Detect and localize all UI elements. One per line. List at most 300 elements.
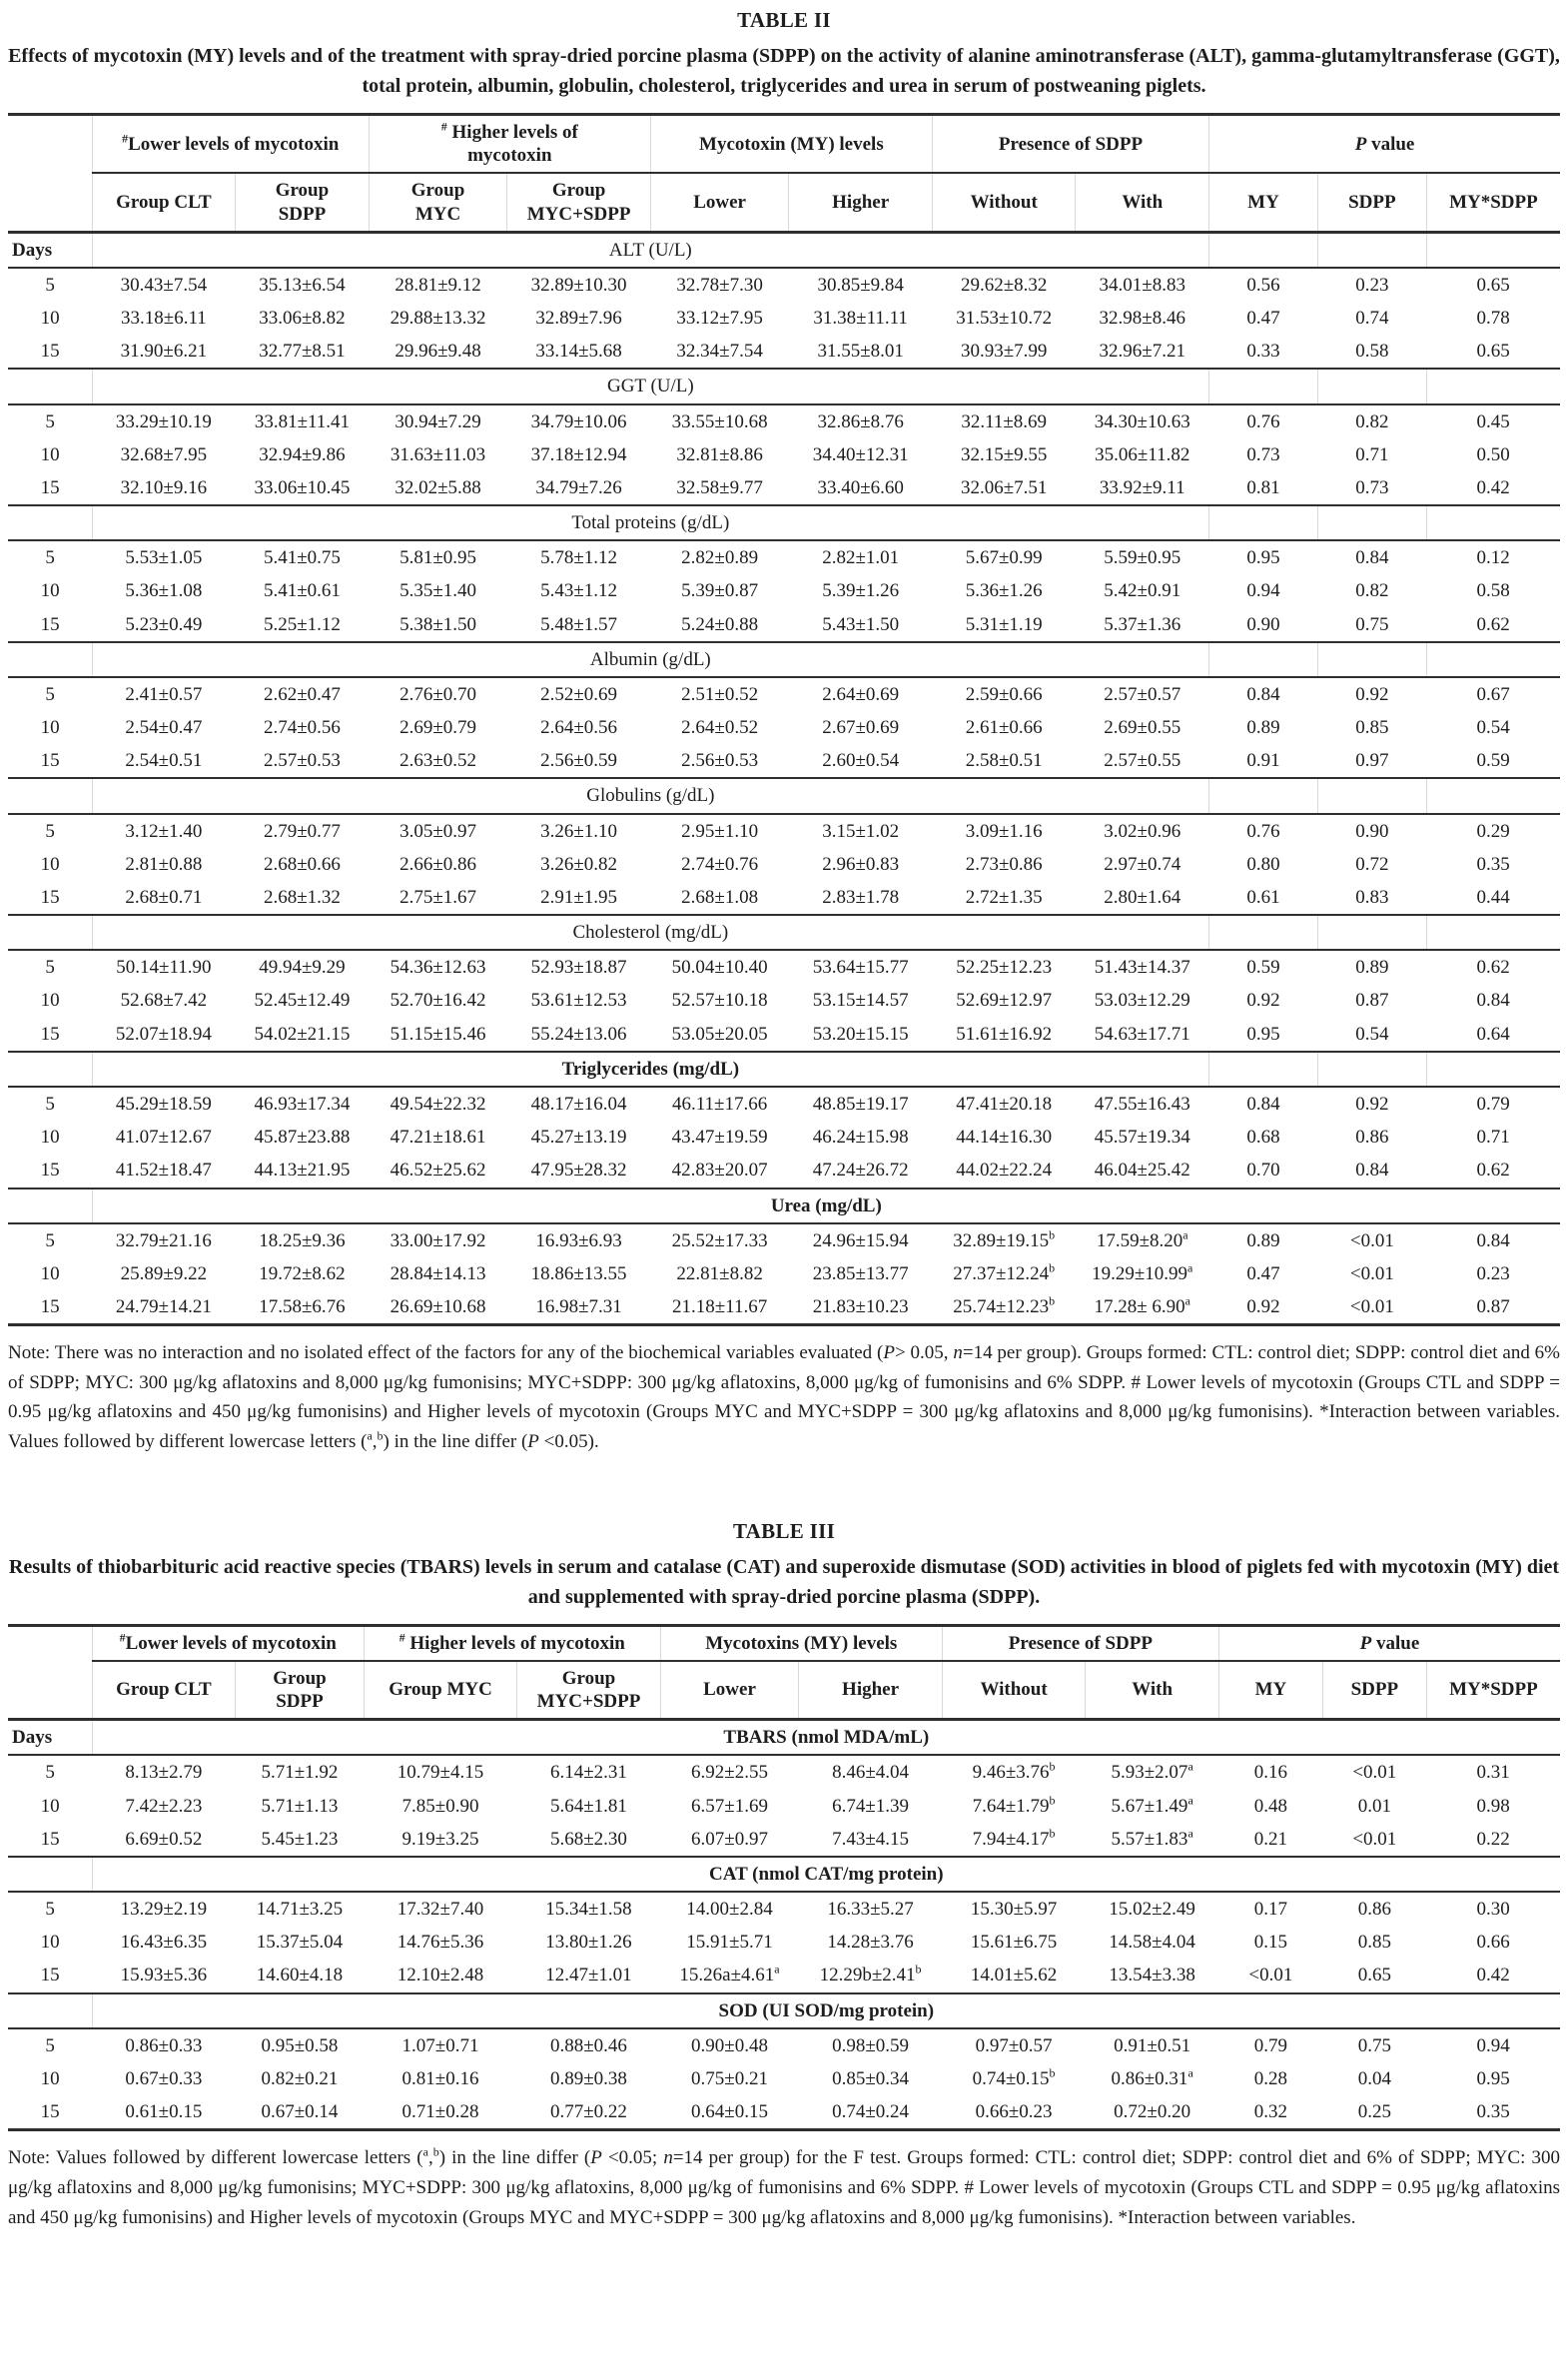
value-cell: 19.29±10.99$^a$: [1092, 1260, 1193, 1284]
day-cell: 5: [45, 1762, 55, 1784]
table-row: [8, 1755, 1560, 1789]
value-cell: 31.55±8.01: [817, 341, 904, 363]
column-header-cell: MY: [1209, 173, 1318, 232]
group-header-cell: #Lower levels of mycotoxin: [92, 115, 369, 174]
table-row: [8, 711, 1560, 744]
value-cell: 0.95±0.58: [261, 2034, 339, 2056]
value-cell: 0.91±0.51: [1114, 2034, 1191, 2056]
value-cell: 5.38±1.50: [399, 613, 477, 635]
value-cell: 2.56±0.59: [540, 750, 618, 772]
column-header-cell: Group SDPP: [236, 1661, 365, 1720]
section-row: [8, 1993, 1560, 2028]
value-cell: 2.72±1.35: [965, 886, 1043, 908]
value-cell: 28.81±9.12: [394, 274, 481, 296]
value-cell: 32.58±9.77: [676, 476, 763, 498]
value-cell: 2.57±0.53: [263, 750, 341, 772]
value-cell: 15.37±5.04: [256, 1932, 344, 1954]
section-filler: [1426, 915, 1560, 950]
value-cell: 5.57±1.83$^a$: [1111, 1826, 1193, 1850]
value-cell: 34.30±10.63: [1094, 410, 1190, 432]
value-cell: 14.01±5.62: [970, 1965, 1058, 1986]
value-cell: 0.32: [1253, 2101, 1288, 2123]
value-cell: 45.87±23.88: [254, 1127, 351, 1149]
value-cell: 2.81±0.88: [125, 853, 203, 875]
table-iii-caption: Results of thiobarbituric acid reactive species (TBARS) levels in serum and catalase (CAT) and superoxide dismutase (SOD) activities in blood of piglets fed with mycotoxin (MY) diet and supplemented with spray-dried porcine plasma (SDPP).: [8, 1555, 1560, 1608]
value-cell: 0.54: [1355, 1023, 1389, 1045]
table-row: [8, 814, 1560, 848]
value-cell: 8.13±2.79: [125, 1762, 203, 1784]
value-cell: 2.67±0.69: [822, 717, 900, 739]
value-cell: 8.46±4.04: [832, 1762, 910, 1784]
value-cell: 0.72±0.20: [1114, 2101, 1191, 2123]
value-cell: 17.59±8.20$^a$: [1096, 1227, 1188, 1251]
value-cell: 0.56: [1246, 274, 1280, 296]
value-cell: 29.62±8.32: [960, 274, 1048, 296]
value-cell: 0.76: [1246, 410, 1280, 432]
value-cell: 16.43±6.35: [120, 1932, 208, 1954]
value-cell: 0.78: [1476, 308, 1510, 330]
value-cell: 0.88±0.46: [550, 2034, 627, 2056]
value-cell: 0.68: [1246, 1127, 1280, 1149]
value-cell: 33.40±6.60: [817, 476, 904, 498]
value-cell: 2.61±0.66: [965, 717, 1043, 739]
value-cell: 0.01: [1357, 1795, 1391, 1817]
value-cell: 34.40±12.31: [812, 443, 909, 465]
value-cell: 0.30: [1476, 1899, 1510, 1921]
value-cell: 0.75: [1357, 2034, 1391, 2056]
value-cell: 5.25±1.12: [263, 613, 341, 635]
value-cell: 24.96±15.94: [812, 1229, 909, 1251]
value-cell: 33.29±10.19: [115, 410, 212, 432]
value-cell: 32.81±8.86: [676, 443, 763, 465]
value-cell: 33.00±17.92: [390, 1229, 486, 1251]
days-header-cell: [8, 1189, 92, 1223]
value-cell: 5.48±1.57: [540, 613, 618, 635]
value-cell: 0.59: [1476, 750, 1510, 772]
column-header-cell: Without: [942, 1661, 1086, 1720]
value-cell: 15.34±1.58: [545, 1899, 632, 1921]
section-filler: [1209, 778, 1318, 813]
value-cell: 3.15±1.02: [822, 820, 900, 842]
column-header-cell: MY*SDPP: [1426, 1661, 1560, 1720]
value-cell: 2.60±0.54: [822, 750, 900, 772]
section-filler: [1317, 232, 1426, 268]
value-cell: 50.04±10.40: [671, 957, 768, 979]
value-cell: 0.80: [1246, 853, 1280, 875]
value-cell: 0.58: [1476, 580, 1510, 602]
day-cell: 15: [40, 1160, 60, 1182]
value-cell: 10.79±4.15: [396, 1762, 484, 1784]
value-cell: 0.95: [1246, 1023, 1280, 1045]
value-cell: 2.69±0.79: [399, 717, 477, 739]
value-cell: 0.85: [1355, 717, 1389, 739]
corner-cell: [8, 115, 92, 174]
value-cell: 0.83: [1355, 886, 1389, 908]
value-cell: 6.69±0.52: [125, 1828, 203, 1850]
section-filler: [1209, 232, 1318, 268]
day-cell: 5: [45, 1229, 55, 1251]
day-cell: 10: [40, 308, 60, 330]
value-cell: 2.57±0.55: [1104, 750, 1181, 772]
section-label: SOD (UI SOD/mg protein): [92, 1993, 1560, 2028]
value-cell: 33.55±10.68: [671, 410, 768, 432]
value-cell: 46.11±17.66: [672, 1093, 768, 1115]
value-cell: 32.89±10.30: [530, 274, 627, 296]
value-cell: 2.82±0.89: [681, 547, 759, 569]
value-cell: 53.05±20.05: [671, 1023, 768, 1045]
value-cell: 32.68±7.95: [120, 443, 208, 465]
value-cell: 2.52±0.69: [540, 683, 618, 705]
value-cell: 0.89: [1355, 957, 1389, 979]
value-cell: 29.88±13.32: [390, 308, 486, 330]
value-cell: 13.54±3.38: [1109, 1965, 1195, 1986]
value-cell: 0.47: [1246, 1262, 1280, 1284]
value-cell: 49.54±22.32: [390, 1093, 486, 1115]
value-cell: 35.06±11.82: [1095, 443, 1190, 465]
value-cell: 2.75±1.67: [399, 886, 477, 908]
table-row: [8, 1257, 1560, 1290]
value-cell: 54.63±17.71: [1094, 1023, 1190, 1045]
value-cell: 32.02±5.88: [394, 476, 481, 498]
column-header-cell: SDPP: [1317, 173, 1426, 232]
value-cell: 2.80±1.64: [1104, 886, 1181, 908]
table-row: [8, 848, 1560, 881]
value-cell: 33.14±5.68: [535, 341, 622, 363]
day-cell: 5: [45, 1093, 55, 1115]
value-cell: 0.35: [1476, 2101, 1510, 2123]
value-cell: 49.94±9.29: [259, 957, 346, 979]
value-cell: 0.74: [1355, 308, 1389, 330]
value-cell: 22.81±8.82: [676, 1262, 763, 1284]
value-cell: 0.33: [1246, 341, 1280, 363]
column-header-cell: Lower: [660, 1661, 799, 1720]
section-filler: [1426, 505, 1560, 540]
section-label: TBARS (nmol MDA/mL): [92, 1720, 1560, 1756]
value-cell: 0.79: [1476, 1093, 1510, 1115]
value-cell: 16.33±5.27: [827, 1899, 914, 1921]
value-cell: 15.26a±4.61$^a$: [679, 1963, 780, 1986]
value-cell: 2.68±0.71: [125, 886, 203, 908]
value-cell: 5.64±1.81: [550, 1795, 627, 1817]
value-cell: 2.82±1.01: [822, 547, 900, 569]
value-cell: <0.01: [1349, 1262, 1394, 1284]
column-header-row: [8, 1661, 1560, 1720]
value-cell: 0.94: [1246, 580, 1280, 602]
table-row: [8, 1154, 1560, 1188]
table-ii-results-table: [8, 113, 1560, 1326]
value-cell: 27.37±12.24$^b$: [953, 1260, 1056, 1284]
value-cell: <0.01: [1352, 1828, 1397, 1850]
section-label: ALT (U/L): [92, 232, 1208, 268]
value-cell: 6.07±0.97: [691, 1828, 768, 1850]
day-cell: 15: [40, 476, 60, 498]
day-cell: 10: [40, 1932, 60, 1954]
value-cell: 5.39±0.87: [681, 580, 759, 602]
value-cell: 7.85±0.90: [401, 1795, 479, 1817]
value-cell: 34.79±10.06: [530, 410, 627, 432]
table-iii-note: Note: Values followed by different lowercase letters ($^a$,$^b$) in the line differ (P <0.05; n=14 per group) for the F test. Groups formed: CTL: control diet; SDPP: control diet and 6% of SDPP; MYC: 300 μg/kg aflatoxins and 8,000 μg/kg fumonisins; MYC+SDPP: 300 μg/kg aflatoxins, 8,000 μg/kg of fumonisins and 6% SDPP. # Lower levels of mycotoxin (Groups CTL and SDPP = 0.95 μg/kg aflatoxins and 450 μg/kg fumonisins) and Higher levels of mycotoxin (Groups MYC and MYC+SDPP = 300 μg/kg aflatoxins and 8,000 μg/kg fumonisins). *Interaction between variables.: [8, 2144, 1560, 2228]
value-cell: 53.15±14.57: [812, 990, 909, 1012]
value-cell: 0.31: [1476, 1762, 1510, 1784]
section-filler: [1317, 915, 1426, 950]
value-cell: 5.31±1.19: [965, 613, 1043, 635]
value-cell: 0.35: [1476, 853, 1510, 875]
value-cell: 52.25±12.23: [956, 957, 1053, 979]
value-cell: 47.24±26.72: [812, 1160, 909, 1182]
value-cell: 2.41±0.57: [125, 683, 203, 705]
value-cell: 41.52±18.47: [115, 1160, 212, 1182]
value-cell: 31.53±10.72: [956, 308, 1053, 330]
day-cell: 15: [40, 1965, 60, 1986]
value-cell: 52.57±10.18: [671, 990, 768, 1012]
value-cell: 0.54: [1476, 717, 1510, 739]
value-cell: 54.36±12.63: [390, 957, 486, 979]
day-cell: 15: [40, 341, 60, 363]
value-cell: 0.23: [1355, 274, 1389, 296]
value-cell: 7.94±4.17$^b$: [972, 1826, 1056, 1850]
value-cell: 25.74±12.23$^b$: [953, 1293, 1056, 1318]
value-cell: 54.02±21.15: [254, 1023, 351, 1045]
value-cell: 26.69±10.68: [390, 1296, 486, 1318]
value-cell: 47.55±16.43: [1094, 1093, 1190, 1115]
value-cell: 52.07±18.94: [115, 1023, 212, 1045]
corner-cell: [8, 1625, 92, 1661]
value-cell: 6.74±1.39: [832, 1795, 910, 1817]
value-cell: 0.87: [1476, 1296, 1510, 1318]
value-cell: 0.74±0.24: [832, 2101, 910, 2123]
value-cell: 5.41±0.61: [263, 580, 341, 602]
column-header-cell: MY*SDPP: [1426, 173, 1560, 232]
value-cell: 15.91±5.71: [686, 1932, 773, 1954]
value-cell: 0.84: [1246, 683, 1280, 705]
value-cell: 2.96±0.83: [822, 853, 900, 875]
value-cell: 34.01±8.83: [1099, 274, 1185, 296]
table-ii-note: Note: There was no interaction and no isolated effect of the factors for any of the biochemical variables evaluated (P> 0.05, n=14 per group). Groups formed: CTL: control diet; SDPP: control diet and 6% of SDPP; MYC: 300 μg/kg aflatoxins and 8,000 μg/kg fumonisins; MYC+SDPP: 300 μg/kg aflatoxins, 8,000 μg/kg of fumonisins and 6% SDPP. # Lower levels of mycotoxin (Groups CTL and SDPP = 0.95 μg/kg aflatoxins and 450 μg/kg fumonisins) and Higher levels of mycotoxin (Groups MYC and MYC+SDPP = 300 μg/kg aflatoxins and 8,000 μg/kg fumonisins). *Interaction between variables. Values followed by different lowercase letters ($^a$,$^b$) in the line differ (P <0.05).: [8, 1342, 1560, 1453]
value-cell: 0.86: [1355, 1127, 1389, 1149]
value-cell: 45.29±18.59: [115, 1093, 212, 1115]
value-cell: 0.21: [1253, 1828, 1288, 1850]
days-header-cell: [8, 1052, 92, 1087]
value-cell: 24.79±14.21: [115, 1296, 212, 1318]
days-header-cell: [8, 1993, 92, 2028]
value-cell: 33.12±7.95: [676, 308, 763, 330]
value-cell: 0.74±0.15$^b$: [972, 2065, 1056, 2089]
value-cell: 0.17: [1253, 1899, 1288, 1921]
value-cell: 50.14±11.90: [116, 957, 212, 979]
value-cell: 44.13±21.95: [254, 1160, 351, 1182]
table-iii-title: TABLE III: [732, 1518, 836, 1543]
value-cell: 0.75: [1355, 613, 1389, 635]
value-cell: 44.14±16.30: [956, 1127, 1053, 1149]
value-cell: 53.64±15.77: [812, 957, 909, 979]
value-cell: 14.00±2.84: [686, 1899, 773, 1921]
value-cell: 14.60±4.18: [256, 1965, 344, 1986]
value-cell: 45.57±19.34: [1094, 1127, 1190, 1149]
section-filler: [1426, 642, 1560, 677]
value-cell: 0.94: [1476, 2034, 1510, 2056]
value-cell: 0.65: [1476, 274, 1510, 296]
value-cell: 53.61±12.53: [530, 990, 627, 1012]
value-cell: 0.66: [1476, 1932, 1510, 1954]
value-cell: 0.82: [1355, 410, 1389, 432]
table-iii-block: [8, 1519, 1560, 2232]
day-cell: 15: [40, 1023, 60, 1045]
value-cell: 0.84: [1476, 990, 1510, 1012]
section-row: [8, 505, 1560, 540]
value-cell: 17.32±7.40: [396, 1899, 484, 1921]
value-cell: 5.24±0.88: [681, 613, 759, 635]
table-row: [8, 677, 1560, 711]
table-row: [8, 1959, 1560, 1992]
value-cell: 0.23: [1476, 1262, 1510, 1284]
table-iii-results-table: [8, 1624, 1560, 2132]
value-cell: 5.59±0.95: [1104, 547, 1181, 569]
value-cell: 33.06±10.45: [254, 476, 351, 498]
section-filler: [1426, 232, 1560, 268]
section-label: Triglycerides (mg/dL): [92, 1052, 1208, 1087]
table-row: [8, 744, 1560, 778]
value-cell: 52.70±16.42: [390, 990, 486, 1012]
column-header-cell: With: [1086, 1661, 1219, 1720]
section-filler: [1426, 369, 1560, 403]
value-cell: 2.62±0.47: [263, 683, 341, 705]
value-cell: 25.52±17.33: [671, 1229, 768, 1251]
value-cell: 2.95±1.10: [681, 820, 759, 842]
column-header-cell: Group SDPP: [236, 173, 370, 232]
value-cell: 0.84: [1355, 1160, 1389, 1182]
section-filler: [1426, 1052, 1560, 1087]
value-cell: 2.83±1.78: [822, 886, 900, 908]
day-cell: 5: [45, 957, 55, 979]
value-cell: 47.95±28.32: [530, 1160, 627, 1182]
value-cell: 2.74±0.56: [263, 717, 341, 739]
value-cell: 14.28±3.76: [827, 1932, 914, 1954]
value-cell: 0.84: [1476, 1229, 1510, 1251]
value-cell: 5.23±0.49: [125, 613, 203, 635]
value-cell: 53.20±15.15: [812, 1023, 909, 1045]
value-cell: 16.98±7.31: [535, 1296, 622, 1318]
value-cell: 0.48: [1253, 1795, 1288, 1817]
value-cell: 43.47±19.59: [671, 1127, 768, 1149]
days-header-cell: Days: [8, 1720, 92, 1756]
value-cell: 5.42±0.91: [1104, 580, 1181, 602]
section-row: [8, 369, 1560, 403]
group-header-row: [8, 1625, 1560, 1661]
day-cell: 10: [40, 1795, 60, 1817]
value-cell: 53.03±12.29: [1094, 990, 1190, 1012]
days-header-cell: [8, 642, 92, 677]
day-cell: 15: [40, 2101, 60, 2123]
value-cell: 2.74±0.76: [681, 853, 759, 875]
day-cell: 15: [40, 750, 60, 772]
value-cell: 0.22: [1476, 1828, 1510, 1850]
value-cell: 30.43±7.54: [120, 274, 208, 296]
column-header-cell: Group MYC+SDPP: [517, 1661, 661, 1720]
value-cell: 19.72±8.62: [259, 1262, 346, 1284]
value-cell: 2.76±0.70: [399, 683, 477, 705]
value-cell: 52.45±12.49: [254, 990, 351, 1012]
value-cell: 17.28± 6.90$^a$: [1094, 1293, 1190, 1318]
value-cell: 5.93±2.07$^a$: [1111, 1760, 1193, 1784]
value-cell: 13.80±1.26: [545, 1932, 632, 1954]
table-row: [8, 1892, 1560, 1926]
value-cell: 0.92: [1246, 1296, 1280, 1318]
value-cell: 0.79: [1253, 2034, 1288, 2056]
value-cell: 5.41±0.75: [263, 547, 341, 569]
value-cell: 3.26±1.10: [540, 820, 618, 842]
value-cell: 0.71±0.28: [401, 2101, 479, 2123]
section-filler: [1317, 1052, 1426, 1087]
section-label: Total proteins (g/dL): [92, 505, 1208, 540]
value-cell: 16.93±6.93: [535, 1229, 622, 1251]
value-cell: 21.18±11.67: [672, 1296, 768, 1318]
column-header-cell: Group CLT: [92, 173, 236, 232]
day-cell: 10: [40, 2067, 60, 2089]
value-cell: 0.76: [1246, 820, 1280, 842]
value-cell: 14.71±3.25: [256, 1899, 344, 1921]
value-cell: 0.86±0.31$^a$: [1111, 2065, 1193, 2089]
column-header-cell: Group MYC: [369, 173, 507, 232]
value-cell: 46.04±25.42: [1094, 1160, 1190, 1182]
value-cell: 0.66±0.23: [975, 2101, 1053, 2123]
value-cell: 5.39±1.26: [822, 580, 900, 602]
table-row: [8, 438, 1560, 471]
days-header-cell: [8, 369, 92, 403]
value-cell: 48.17±16.04: [530, 1093, 627, 1115]
day-cell: 15: [40, 613, 60, 635]
value-cell: 0.65: [1357, 1965, 1391, 1986]
value-cell: 0.98: [1476, 1795, 1510, 1817]
value-cell: 51.15±15.46: [390, 1023, 486, 1045]
table-row: [8, 404, 1560, 438]
section-row: [8, 1189, 1560, 1223]
value-cell: 18.86±13.55: [530, 1262, 627, 1284]
group-header-cell: # Higher levels of mycotoxin: [364, 1625, 660, 1661]
value-cell: 0.50: [1476, 443, 1510, 465]
value-cell: 2.69±0.55: [1104, 717, 1181, 739]
value-cell: 6.14±2.31: [550, 1762, 627, 1784]
value-cell: 32.79±21.16: [115, 1229, 212, 1251]
section-row: [8, 232, 1560, 268]
value-cell: 33.06±8.82: [259, 308, 346, 330]
value-cell: 5.67±1.49$^a$: [1111, 1793, 1193, 1817]
value-cell: 42.83±20.07: [671, 1160, 768, 1182]
value-cell: 7.43±4.15: [832, 1828, 910, 1850]
value-cell: 0.90: [1355, 820, 1389, 842]
section-filler: [1317, 369, 1426, 403]
column-header-cell: Without: [932, 173, 1076, 232]
table-row: [8, 1087, 1560, 1121]
table-row: [8, 1290, 1560, 1325]
table-row: [8, 1926, 1560, 1959]
table-row: [8, 1223, 1560, 1257]
value-cell: 0.64: [1476, 1023, 1510, 1045]
day-cell: 10: [40, 717, 60, 739]
day-cell: 10: [40, 990, 60, 1012]
table-row: [8, 2028, 1560, 2062]
value-cell: 5.35±1.40: [399, 580, 477, 602]
value-cell: 0.90: [1246, 613, 1280, 635]
value-cell: 0.91: [1246, 750, 1280, 772]
value-cell: 5.43±1.50: [822, 613, 900, 635]
value-cell: 52.93±18.87: [530, 957, 627, 979]
column-header-cell: Higher: [799, 1661, 943, 1720]
section-row: [8, 642, 1560, 677]
table-row: [8, 268, 1560, 302]
value-cell: 7.42±2.23: [125, 1795, 203, 1817]
value-cell: 31.90±6.21: [120, 341, 208, 363]
value-cell: 32.98±8.46: [1099, 308, 1185, 330]
